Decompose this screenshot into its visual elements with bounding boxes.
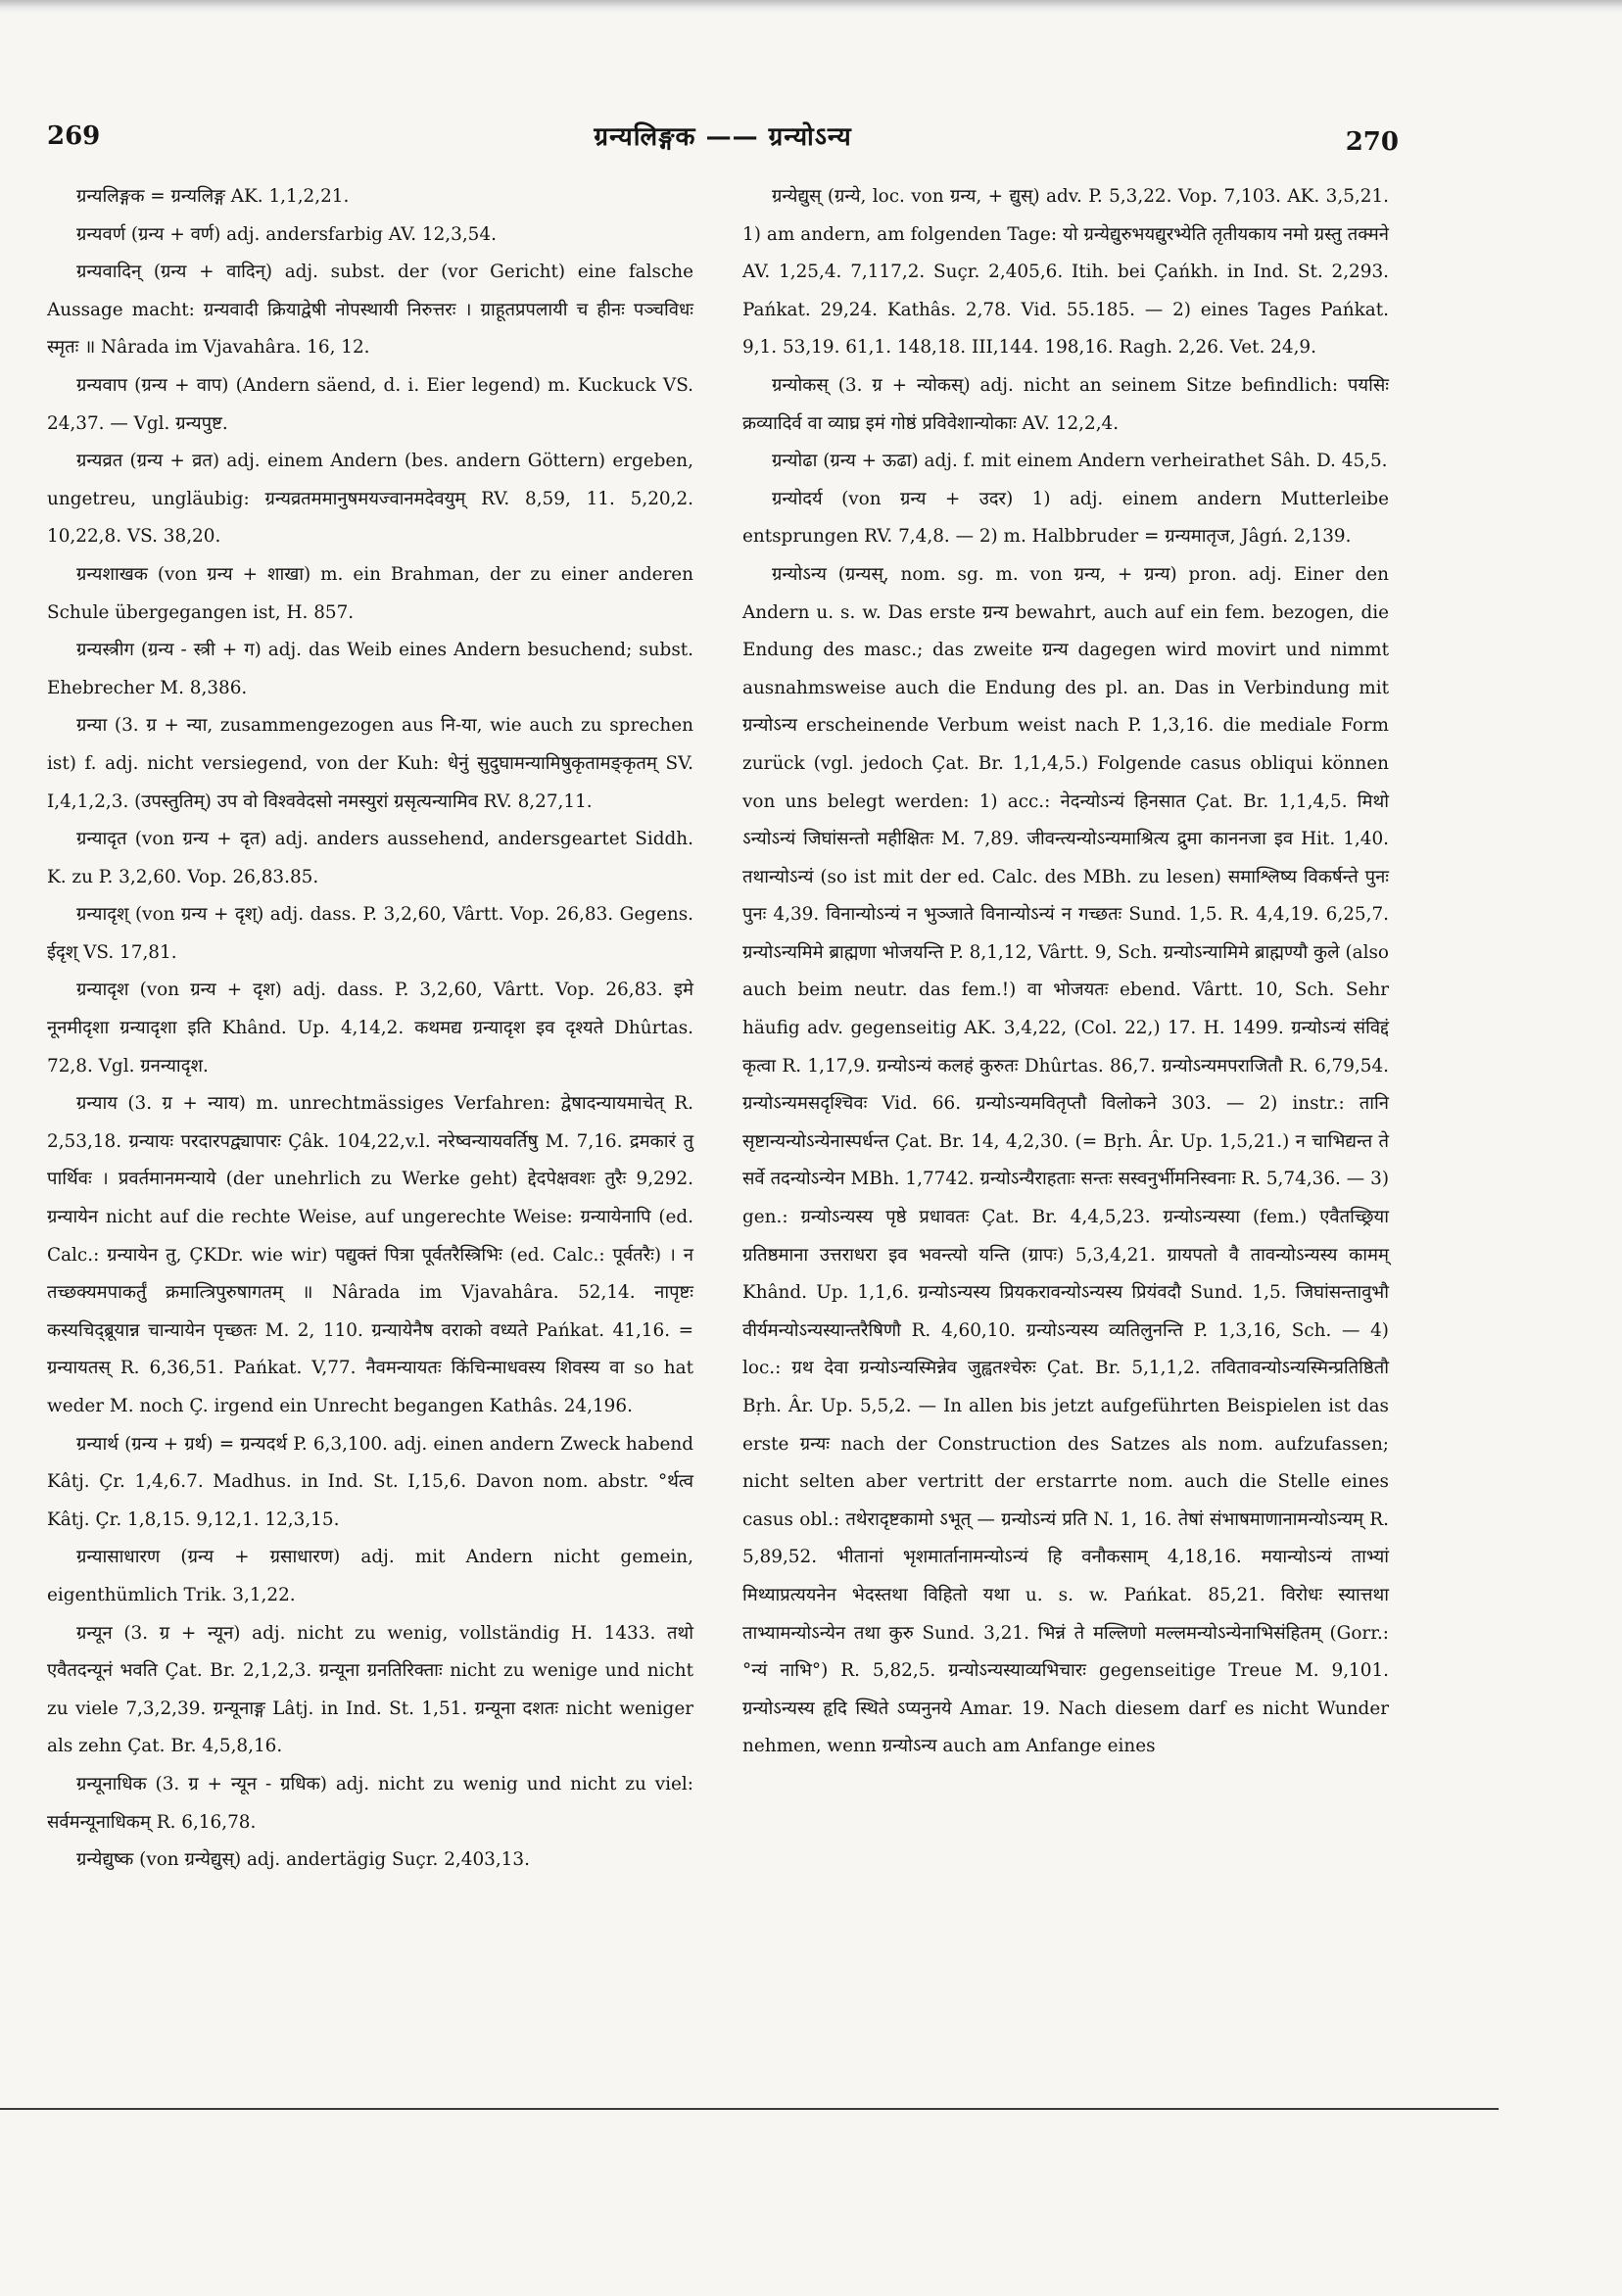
scan-edge [0, 0, 1622, 14]
headword-range: ग्रन्यलिङ्गक —— ग्रन्योऽन्य [594, 122, 852, 152]
dictionary-entry: ग्रन्योढा (ग्रन्य + ऊढा) adj. f. mit einem Andern verheirathet Sâh. D. 45,5. [772, 451, 1388, 472]
dictionary-entry: ग्रन्यवाप (ग्रन्य + वाप) (Andern säend, d. i. Eier legend) m. Kuckuck VS. 24,37. — Vgl. ग्रन्यपुष्ट. [47, 374, 693, 434]
dictionary-entry: ग्रन्योदर्य (von ग्रन्य + उदर) 1) adj. einem andern Mutterleibe entsprungen RV. 7,4,8. — 2) m. Halbbruder = ग्रन्यमातृज, Jâgń. 2,139. [742, 488, 1389, 548]
dictionary-entry: ग्रन्यूनाधिक (3. ग्र + न्यून - ग्रधिक) adj. nicht zu wenig und nicht zu viel: सर्वमन्यूनाधिकम् R. 6,16,78. [47, 1773, 693, 1833]
page-number-right: 270 [1345, 127, 1399, 157]
page-number-left: 269 [47, 121, 101, 151]
dictionary-entry: ग्रन्येद्युस् (ग्रन्ये, loc. von ग्रन्य, + द्युस्) adv. P. 5,3,22. Vop. 7,103. AK. 3,5,21. 1) am andern, am folgenden Tage: यो ग्रन्येद्युरुभयद्युरभ्येति तृतीयकाय नमो ग्रस्तु तक्मने AV. 1,25,4. 7,117,2. Suçr. 2,405,6. Itih. bei Çańkh. in Ind. St. 2,293. Pańkat. 29,24. Kathâs. 2,78. Vid. 55.185. — 2) eines Tages Pańkat. 9,1. 53,19. 61,1. 148,18. III,144. 198,16. Ragh. 2,26. Vet. 24,9. [742, 186, 1389, 359]
dictionary-entry: ग्रन्यादृश् (von ग्रन्य + दृश्) adj. dass. P. 3,2,60, Vârtt. Vop. 26,83. Gegens. ईदृश् VS. 17,81. [47, 904, 693, 963]
dictionary-entry: ग्रन्योकस् (3. ग्र + न्योकस्) adj. nicht an seinem Sitze befindlich: पयसिः क्रव्यादिर्व वा व्याघ्र इमं गोष्ठं प्रविवेशान्योकाः AV. 12,2,4. [742, 374, 1389, 434]
left-column [47, 178, 693, 1880]
dictionary-entry: ग्रन्यव्रत (ग्रन्य + व्रत) adj. einem Andern (bes. andern Göttern) ergeben, ungetreu, ungläubig: ग्रन्यव्रतममानुषमयज्वानमदेवयुम् RV. 8,59, 11. 5,20,2. 10,22,8. VS. 38,20. [47, 451, 693, 548]
dictionary-entry: ग्रन्यस्त्रीग (ग्रन्य - स्त्री + ग) adj. das Weib eines Andern besuchend; subst. Ehebrecher M. 8,386. [47, 640, 693, 698]
dictionary-entry: ग्रन्येद्युष्क (von ग्रन्येद्युस्) adj. andertägig Suçr. 2,403,13. [76, 1849, 530, 1871]
dictionary-entry: ग्रन्या (3. ग्र + न्या, zusammengezogen aus नि-या, wie auch zu sprechen ist) f. adj. nicht versiegend, von der Kuh: धेनुं सुदुघामन्यामिषुकृतामङ्कृतम् SV. I,4,1,2,3. (उपस्तुतिम्) उप वो विश्ववेदसो नमस्युरां ग्रसृत्यन्यामिव RV. 8,27,11. [47, 715, 693, 812]
dictionary-entry: ग्रन्यार्थ (ग्रन्य + ग्रर्थ) = ग्रन्यदर्थ P. 6,3,100. adj. einen andern Zweck habend Kâtj. Çr. 1,4,6.7. Madhus. in Ind. St. I,15,6. Davon nom. abstr. °र्थत्व Kâtj. Çr. 1,8,15. 9,12,1. 12,3,15. [47, 1433, 693, 1530]
dictionary-entry: ग्रन्यवादिन् (ग्रन्य + वादिन्) adj. subst. der (vor Gericht) eine falsche Aussage macht: ग्रन्यवादी क्रियाद्वेषी नोपस्थायी निरुत्तरः । ग्राहूतप्रपलायी च हीनः पञ्चविधः स्मृतः ॥ Nârada im Vjavahâra. 16, 12. [47, 262, 693, 359]
dictionary-entry: ग्रन्याय (3. ग्र + न्याय) m. unrechtmässiges Verfahren: द्वेषादन्यायमाचेत् R. 2,53,18. ग्रन्यायः परदारपद्व्यापारः Çâk. 104,22,v.l. नरेष्वन्यायवर्तिषु M. 7,16. द्रमकारं तु पार्थिवः । प्रवर्तमानमन्याये (der unehrlich zu Werke geht) द्देदपेक्षवशः तुरैः 9,292. ग्रन्यायेन nicht auf die rechte Weise, auf ungerechte Weise: ग्रन्यायेनापि (ed. Calc.: ग्रन्यायेन तु, ÇKDr. wie wir) पद्युक्तं पित्रा पूर्वतरैस्त्रिभिः (ed. Calc.: पूर्वतरैः) । न तच्छक्यमपाकर्तुं क्रमात्त्रिपुरुषागतम् ॥ Nârada im Vjavahâra. 52,14. नापृष्टः कस्यचिद्ब्रूयान्न चान्यायेन पृच्छतः M. 2, 110. ग्रन्यायेनैष वराको वध्यते Pańkat. 41,16. = ग्रन्यायतस् R. 6,36,51. Pańkat. V,77. नैवमन्यायतः किंचिन्माधवस्य शिवस्य वा so hat weder M. noch Ç. irgend ein Unrecht begangen Kathâs. 24,196. [47, 1093, 693, 1416]
dictionary-entry: ग्रन्यलिङ्गक = ग्रन्यलिङ्ग AK. 1,1,2,21. [76, 186, 350, 207]
dictionary-entry: ग्रन्यादृश (von ग्रन्य + दृश) adj. dass. P. 3,2,60, Vârtt. Vop. 26,83. इमे नूनमीदृशा ग्रन्यादृशा इति Khând. Up. 4,14,2. कथमद्य ग्रन्यादृश इव दृश्यते Dhûrtas. 72,8. Vgl. ग्रनन्यादृश. [47, 980, 693, 1076]
dictionary-entry: ग्रन्योऽन्य (ग्रन्यस्, nom. sg. m. von ग्रन्य, + ग्रन्य) pron. adj. Einer den Andern u. s. w. Das erste ग्रन्य bewahrt, auch auf ein fem. bezogen, die Endung des masc.; das zweite ग्रन्य dagegen wird movirt und nimmt ausnahmsweise auch die Endung des pl. an. Das in Verbindung mit ग्रन्योऽन्य erscheinende Verbum weist nach P. 1,3,16. die mediale Form zurück (vgl. jedoch Çat. Br. 1,1,4,5.) Folgende casus obliqui können von uns belegt werden: 1) acc.: नेदन्योऽन्यं हिनसात Çat. Br. 1,1,4,5. मिथो ऽन्योऽन्यं जिघांसन्तो महीक्षितः M. 7,89. जीवन्त्यन्योऽन्यमाश्रित्य द्रुमा काननजा इव Hit. 1,40. तथान्योऽन्यं (so ist mit der ed. Calc. des MBh. zu lesen) समाश्लिष्य विकर्षन्ते पुनः पुनः 4,39. विनान्योऽन्यं न भुञ्जाते विनान्योऽन्यं न गच्छतः Sund. 1,5. R. 4,4,19. 6,25,7. ग्रन्योऽन्यमिमे ब्राह्मणा भोजयन्ति P. 8,1,12, Vârtt. 9, Sch. ग्रन्योऽन्यामिमे ब्राह्मण्यौ कुले (also auch beim neutr. das fem.!) वा भोजयतः ebend. Vârtt. 10, Sch. Sehr häufig adv. gegenseitig AK. 3,4,22, (Col. 22,) 17. H. 1499. ग्रन्योऽन्यं संविद्दं कृत्वा R. 1,17,9. ग्रन्योऽन्यं कलहं कुरुतः Dhûrtas. 86,7. ग्रन्योऽन्यमपराजितौ R. 6,79,54. ग्रन्योऽन्यमसदृश्चिवः Vid. 66. ग्रन्योऽन्यमवितृप्तौ विलोकने 303. — 2) instr.: तानि सृष्टान्यन्योऽन्येनास्पर्धन्त Çat. Br. 14, 4,2,30. (= Bṛh. Âr. Up. 1,5,21.) न चाभिद्यन्त ते सर्वे तदन्योऽन्येन MBh. 1,7742. ग्रन्योऽन्यैराहताः सन्तः सस्वनुर्भीमनिस्वनाः R. 5,74,36. — 3) gen.: ग्रन्योऽन्यस्य पृष्ठे प्रधावतः Çat. Br. 4,4,5,23. ग्रन्योऽन्यस्या (fem.) एवैतच्छ्रिया ग्रतिष्ठमाना उत्तराधरा इव भवन्त्यो यन्ति (ग्रापः) 5,3,4,21. ग्रायपतो वै तावन्योऽन्यस्य कामम् Khând. Up. 1,1,6. ग्रन्योऽन्यस्य प्रियकरावन्योऽन्यस्य प्रियंवदौ Sund. 1,5. जिघांसन्तावुभौ वीर्यमन्योऽन्यस्यान्तरैषिणौ R. 4,60,10. ग्रन्योऽन्यस्य व्यतिलुनन्ति P. 1,3,16, Sch. — 4) loc.: ग्रथ देवा ग्रन्योऽन्यस्मिन्नेव जुह्वतश्चेरुः Çat. Br. 5,1,1,2. तवितावन्योऽन्यस्मिन्प्रतिष्ठितौ Bṛh. Âr. Up. 5,5,2. — In allen bis jetzt aufgeführten Beispielen ist das erste ग्रन्यः nach der Construction des Satzes als nom. aufzufassen; nicht selten aber vertritt der erstarrte nom. auch die Stelle eines casus obl.: तथेरादृष्टकामो ऽभूत् — ग्रन्योऽन्यं प्रति N. 1, 16. तेषां संभाषमाणानामन्योऽन्यम् R. 5,89,52. भीतानां भृशमार्तानामन्योऽन्यं हि वनौकसाम् 4,18,16. मयान्योऽन्यं ताभ्यां मिथ्याप्रत्ययनेन भेदस्तथा विहितो यथा u. s. w. Pańkat. 85,21. विरोधः स्यात्तथा ताभ्यामन्योऽन्येन तथा कुरु Sund. 3,21. भिन्नं ते मल्लिणो मल्लमन्योऽन्येनाभिसंहितम् (Gorr.: °न्यं नाभि°) R. 5,82,5. ग्रन्योऽन्यस्याव्यभिचारः gegenseitige Treue M. 9,101. ग्रन्योऽन्यस्य हृदि स्थिते ऽप्यनुनये Amar. 19. Nach diesem darf es nicht Wunder nehmen, wenn ग्रन्योऽन्य auch am Anfange eines [742, 563, 1389, 1757]
dictionary-entry: ग्रन्यून (3. ग्र + न्यून) adj. nicht zu wenig, vollständig H. 1433. तथो एवैतदन्यूनं भवति Çat. Br. 2,1,2,3. ग्रन्यूना ग्रनतिरिक्ताः nicht zu wenige und nicht zu viele 7,3,2,39. ग्रन्यूनाङ्ग Lâtj. in Ind. St. 1,51. ग्रन्यूना दशतः nicht weniger als zehn Çat. Br. 4,5,8,16. [47, 1622, 693, 1757]
page-header [47, 118, 1399, 161]
dictionary-entry: ग्रन्यासाधारण (ग्रन्य + ग्रसाधारण) adj. mit Andern nicht gemein, eigenthümlich Trik. 3,1,22. [47, 1547, 693, 1605]
page-bottom-rule [0, 2108, 1499, 2110]
dictionary-entry: ग्रन्यादृत (von ग्रन्य + दृत) adj. anders aussehend, andersgeartet Siddh. K. zu P. 3,2,60. Vop. 26,83.85. [47, 829, 693, 887]
dictionary-entry: ग्रन्यशाखक (von ग्रन्य + शाखा) m. ein Brahman, der zu einer anderen Schule übergegangen ist, H. 857. [47, 563, 693, 623]
right-column [742, 178, 1389, 1766]
dictionary-entry: ग्रन्यवर्ण (ग्रन्य + वर्ण) adj. andersfarbig AV. 12,3,54. [76, 223, 497, 245]
